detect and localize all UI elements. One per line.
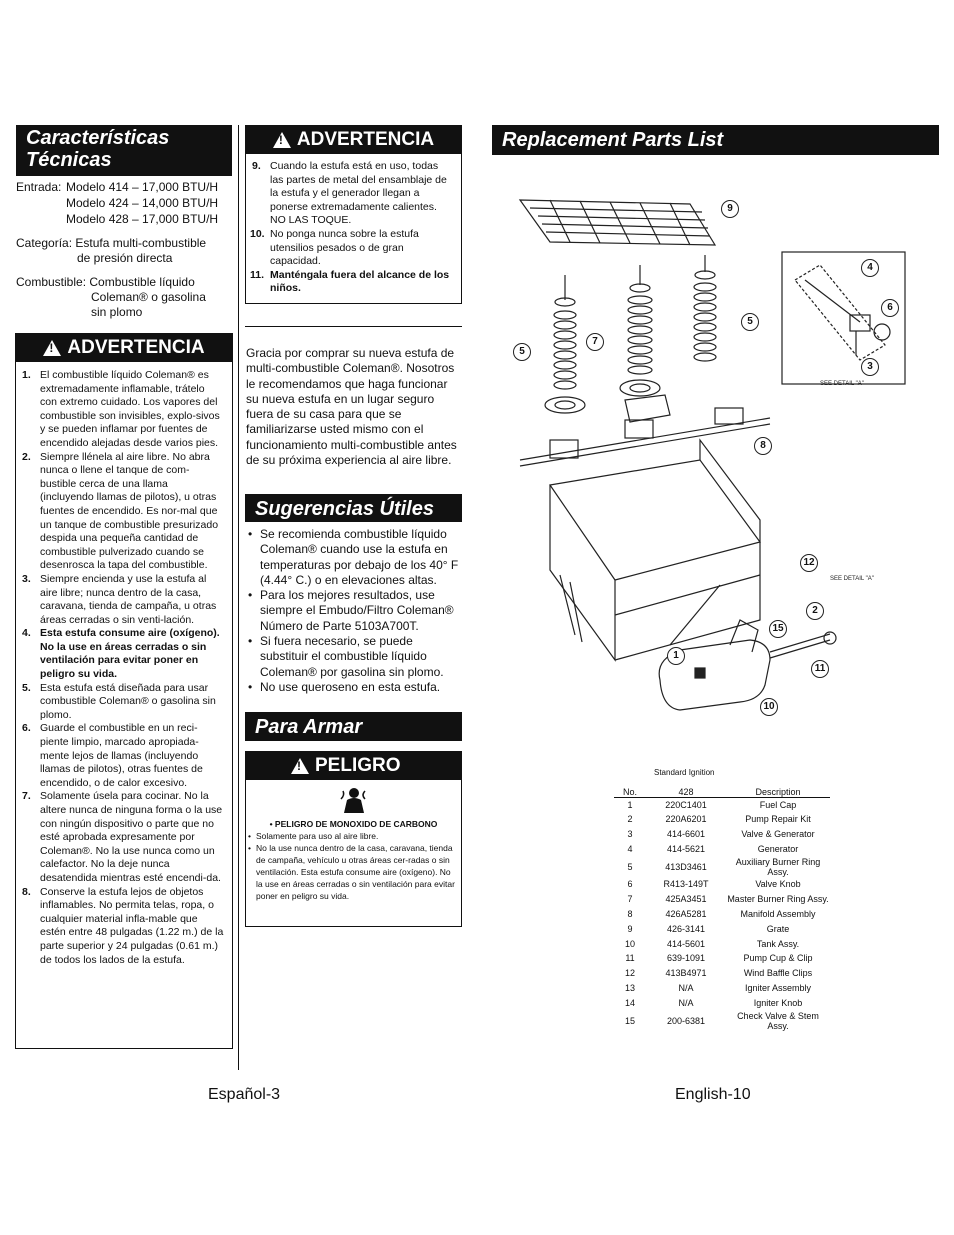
part-description-cell: Pump Cup & Clip (743, 953, 813, 964)
callout-12: 12 (800, 554, 818, 572)
entrada-line-1: Modelo 414 – 17,000 BTU/H (66, 180, 219, 194)
table-row (614, 797, 830, 812)
combustible-line2: Coleman® o gasolina (91, 289, 206, 304)
part-code-cell: 413B4971 (665, 968, 707, 979)
parts-title: Replacement Parts List (502, 129, 724, 151)
warning-item-1: 1. El combustible líquido Coleman® es extremadamente inflamable, trátelo con extremo cuidado. Los vapores del combustible son invisibles, explo-sivos y se pueden inflamar por fuentes de encendido alejadas desde varios pies. (22, 369, 220, 449)
table-row (614, 966, 830, 981)
part-code-cell: 426-3141 (666, 923, 706, 934)
part-description-cell: Valve & Generator (741, 829, 815, 840)
burner-stack-left (545, 275, 585, 413)
table-row (614, 857, 830, 877)
danger-subtitle: • PELIGRO DE MONOXIDO DE CARBONO (269, 819, 438, 829)
combustible-line1: Combustible: Combustible líquido (16, 274, 195, 289)
callout-9: 9 (721, 200, 739, 218)
stove-case-drawing (550, 440, 760, 660)
danger-item-1: • Solamente para uso al aire libre. (246, 830, 455, 842)
entrada-line-3: Modelo 428 – 17,000 BTU/H (66, 212, 219, 226)
left-warning-list (16, 362, 232, 967)
part-code-cell: 426A5281 (665, 908, 707, 919)
left-warning-header (16, 334, 232, 362)
part-code-cell: 639-1091 (666, 953, 706, 964)
part-number-cell: 13 (624, 983, 635, 994)
col-428: 428 (646, 781, 726, 797)
detail-a-label-case: SEE DETAIL "A" (830, 576, 874, 582)
warning-triangle-icon (273, 132, 291, 148)
warning-item-3: 3. Siempre encienda y use la estufa al aire libre; nunca dentro de la casa, caravana, tienda de campaña, u otras áreas cerradas o sin venti-lación. (22, 572, 217, 626)
callout-11: 11 (811, 660, 829, 678)
part-number-cell: 1 (627, 799, 633, 810)
warning-triangle-icon (291, 758, 309, 774)
part-description-cell: Wind Baffle Clips (743, 968, 813, 979)
footer-right-page: English-10 (675, 1086, 751, 1103)
part-description-cell: Grate (766, 923, 790, 934)
part-code-cell: 414-5621 (666, 844, 706, 855)
table-row (614, 936, 830, 951)
tech-specs-title-line1: Características (26, 127, 170, 149)
burner-stack-right (694, 255, 716, 361)
table-row (614, 877, 830, 892)
tip-item-2: • Para los mejores resultados, use siempre el Embudo/Filtro Coleman® Número de Parte 5103A700T. (246, 588, 462, 634)
part-number-cell: 14 (624, 998, 635, 1009)
tips-header (245, 494, 462, 522)
callout-10: 10 (760, 698, 778, 716)
danger-box (245, 751, 462, 927)
left-warning-title: ADVERTENCIA (67, 337, 205, 358)
parts-header (492, 125, 939, 155)
danger-title: PELIGRO (315, 755, 401, 776)
table-row (614, 812, 830, 827)
part-description-cell: Generator (757, 844, 799, 855)
middle-warning-list (246, 154, 461, 296)
parts-table (614, 781, 830, 1031)
callout-1: 1 (667, 647, 685, 665)
part-code-cell: R413-149T (663, 879, 709, 889)
intro-paragraph: Gracia por comprar su nueva estufa de multi-combustible Coleman®. Nosotros le recomendamos que haga funcionar su nueva estufa en un lugar seguro fuera de su casa para que se familiarizarse usted mismo con el funcionamiento multi-combustible antes de su próxima experiencia al aire libre. (246, 346, 457, 468)
warning-triangle-icon (43, 340, 61, 356)
warning-item-11: 11. Manténgala fuera del alcance de los niños. (250, 268, 450, 295)
part-description-cell: Check Valve & Stem Assy. (737, 1010, 819, 1031)
tech-specs-header (16, 125, 232, 176)
categoria-line1: Categoría: Estufa multi-combustible (16, 236, 207, 250)
part-code-cell: 413D3461 (665, 861, 707, 872)
middle-divider (245, 326, 462, 327)
parts-table-body (614, 797, 830, 1031)
part-number-cell: 6 (627, 879, 633, 889)
part-number-cell: 4 (627, 844, 633, 855)
tips-list (246, 527, 462, 695)
callout-3: 3 (861, 358, 879, 376)
part-description-cell: Tank Assy. (756, 938, 800, 949)
danger-item-2: • No la use nunca dentro de la casa, caravana, tienda de campaña, vehículo u otras áreas cer-radas o sin ventilación. Esta estufa consume aire (oxígeno). No la use en áreas cerradas o sin ventilación para evitar poner en peligro su vida. (246, 842, 455, 902)
callout-15: 15 (769, 620, 787, 638)
part-number-cell: 7 (627, 893, 633, 904)
middle-warning-header (246, 126, 461, 154)
part-description-cell: Igniter Knob (753, 998, 803, 1009)
middle-warning-title: ADVERTENCIA (296, 129, 435, 150)
part-code-cell: 220A6201 (665, 814, 707, 825)
part-code-cell: 425A3451 (665, 893, 707, 904)
grate-drawing (520, 200, 715, 245)
entrada-label: Entrada: (16, 180, 62, 194)
manifold-drawing (520, 395, 770, 466)
warning-item-4: 4. Esta estufa consume aire (oxígeno). No la use en áreas cerradas o sin ventilación para evitar poner en peligro su vida. (22, 627, 220, 681)
callout-5b: 5 (741, 313, 759, 331)
table-row (614, 996, 830, 1011)
callout-5: 5 (513, 343, 531, 361)
categoria-line2: de presión directa (77, 251, 173, 266)
part-code-cell: N/A (678, 983, 694, 994)
part-number-cell: 9 (627, 923, 633, 934)
part-number-cell: 15 (624, 1015, 635, 1026)
warning-item-6: 6. Guarde el combustible en un reci-piente limpio, marcado apropiada-mente lejos de llamas (incluyendo llamas de pilotos), otras fuentes de encendido, o de calor excesivo. (22, 722, 203, 789)
part-number-cell: 3 (627, 829, 633, 840)
warning-item-9: 9. Cuando la estufa está en uso, todas las partes de metal del ensamblaje de la estufa y el generador llegan a ponerse extremadamente calientes. NO LAS TOQUE. (252, 160, 447, 227)
table-row (614, 951, 830, 966)
part-description-cell: Igniter Assembly (744, 983, 812, 994)
warning-item-10: 10. No ponga nunca sobre la estufa utensilios pesados o de gran capacidad. (250, 227, 419, 268)
callout-8: 8 (754, 437, 772, 455)
part-number-cell: 8 (627, 908, 633, 919)
part-number-cell: 12 (624, 968, 635, 979)
part-description-cell: Fuel Cap (759, 799, 797, 810)
footer-left-page: Español-3 (208, 1086, 281, 1103)
specs-block (16, 180, 232, 320)
part-code-cell: 200-6381 (666, 1015, 706, 1026)
table-row (614, 921, 830, 936)
left-warning-box (15, 333, 233, 1049)
warning-item-7: 7. Solamente úsela para cocinar. No la altere nunca de ninguna forma o la use con ningún dispositivo o parte que no esté aprobada expresamente por Coleman®. No la use nunca como un calefactor. No la deje nunca desatendida mientras esté encendi-da. (22, 790, 223, 884)
column-divider (238, 125, 239, 1070)
part-description-cell: Master Burner Ring Assy. (727, 893, 829, 904)
armar-title: Para Armar (255, 716, 363, 738)
danger-list (246, 830, 461, 902)
co-hazard-icon (339, 785, 369, 815)
detail-a-label-top: SEE DETAIL "A" (820, 381, 864, 387)
armar-header (245, 712, 462, 741)
callout-2: 2 (806, 602, 824, 620)
middle-warning-box (245, 125, 462, 304)
part-number-cell: 2 (627, 814, 633, 825)
tech-specs-title-line2: Técnicas (26, 149, 112, 171)
callout-7: 7 (586, 333, 604, 351)
part-code-cell: N/A (678, 998, 694, 1009)
table-row (614, 1011, 830, 1031)
part-number-cell: 5 (627, 861, 633, 872)
part-code-cell: 414-6601 (666, 829, 706, 840)
callout-6: 6 (881, 299, 899, 317)
part-number-cell: 11 (625, 953, 635, 964)
combustible-line3: sin plomo (91, 305, 143, 320)
tip-item-3: • Si fuera necesario, se puede substituir el combustible líquido Coleman® por gasolina sin plomo. (246, 634, 462, 680)
part-code-cell: 414-5601 (666, 938, 706, 949)
part-description-cell: Auxiliary Burner Ring Assy. (735, 856, 821, 877)
part-description-cell: Manifold Assembly (740, 908, 816, 919)
warning-item-2: 2. Siempre llénela al aire libre. No abra nunca o llene el tanque de com-bustible cerca de una llama (incluyendo llamas de pilotos), u otras fuentes de encendido. Es nor-mal que un tanque de combustible presurizado despida una pequeña cantidad de combustible pulverizado cuando se desenrosca la tapa del combustible. (22, 450, 219, 572)
table-row (614, 827, 830, 842)
table-row (614, 842, 830, 857)
callout-4: 4 (861, 259, 879, 277)
entrada-line-2: Modelo 424 – 14,000 BTU/H (66, 196, 219, 210)
burner-stack-middle (620, 265, 660, 396)
detail-a-inset (782, 252, 905, 384)
danger-header (246, 752, 461, 780)
warning-item-5: 5. Esta estufa está diseñada para usar combustible Coleman® o gasolina sin plomo. (22, 681, 216, 721)
table-row (614, 891, 830, 906)
part-code-cell: 220C1401 (665, 799, 707, 810)
tip-item-4: • No use queroseno en esta estufa. (246, 680, 462, 695)
table-row (614, 981, 830, 996)
tips-title: Sugerencias Útiles (255, 498, 434, 520)
tip-item-1: • Se recomienda combustible líquido Coleman® cuando use la estufa en temperaturas por debajo de los 40° F (4.44° C.) o en elevaciones altas. (246, 527, 462, 588)
part-description-cell: Pump Repair Kit (745, 814, 811, 825)
table-row (614, 906, 830, 921)
part-description-cell: Valve Knob (755, 879, 801, 889)
col-description: Description (726, 781, 830, 797)
part-number-cell: 10 (624, 938, 635, 949)
col-no: No. (614, 781, 646, 797)
warning-item-8: 8. Conserve la estufa lejos de objetos inflamables. No permita telas, ropa, o cualquier material infla-mable que estén entre 48 pulgadas (1.22 m.) de la parte superior y 24 pulgadas (0.61 m.) de todos los lados de la estufa. (22, 885, 224, 966)
table-header-top: Standard Ignition (654, 768, 715, 777)
